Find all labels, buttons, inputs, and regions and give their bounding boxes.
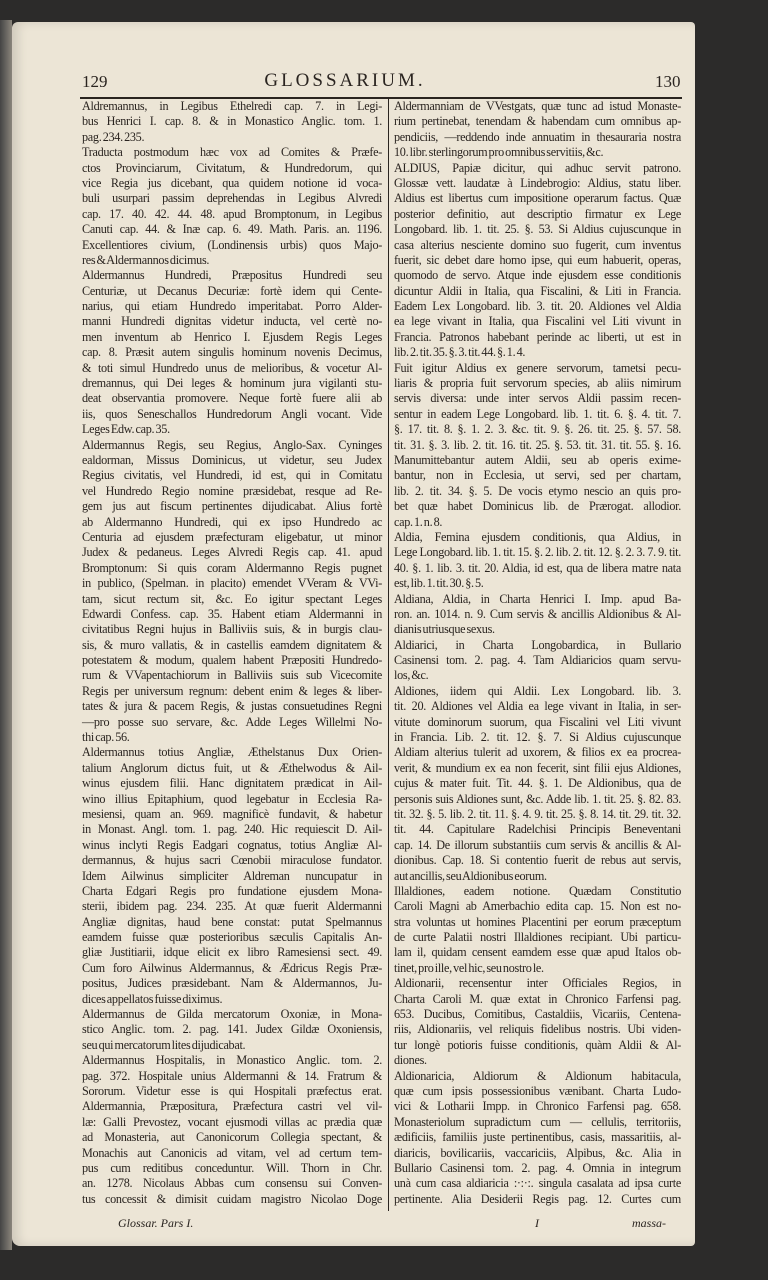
running-title: GLOSSARIUM.	[264, 70, 426, 91]
text-line: Centuriæ, ut Decanus Decuriæ: fortè idem qui Cente-	[82, 283, 382, 298]
text-line: quæ cum ipsis possessionibus vænibant. Charta Ludo-	[394, 1084, 681, 1098]
text-line: in Monast. Angl. tom. 1. pag. 240. Hic requiescit D. Ail-	[82, 822, 382, 837]
text-line: servis diversa: unde inter servos Aldii passim recen-	[394, 391, 681, 406]
text-line: Aldius est libertus cum impositione operarum factus. Quæ	[394, 191, 681, 206]
text-line: winus inclyti Regis Eadgari cognatus, totius Angliæ Al-	[82, 837, 382, 852]
text-line: Sororum. Videtur esse is qui Hospitali præfectus erat.	[82, 1084, 382, 1098]
signature-line: Glossar. Pars I.	[118, 1216, 194, 1230]
text-line: Idem Ailwinus simpliciter Aldreman nuncupatur in	[82, 868, 382, 883]
text-line: Leges Edw. cap. 35.	[82, 422, 170, 437]
text-line: pendiciis, —reddendo inde annuatim in thesauraria nostra	[394, 129, 681, 144]
text-line: dianis utriusque sexus.	[394, 622, 495, 637]
text-line: Regis per universum regnum: debent enim & leges & liber-	[82, 683, 382, 698]
text-line: ron. an. 1014. n. 9. Cum servis & ancillis Aldionibus & Al-	[394, 606, 681, 621]
text-line: Canuti cap. 44. & Inæ cap. 6. 49. Math. Paris. an. 1196.	[82, 222, 382, 237]
text-line: lib. 2. tit. 35. §. 3. tit. 44. §. 1. 4.	[394, 345, 526, 360]
text-line: posterior definitio, aut descriptio firmatur ex Lege	[394, 206, 681, 221]
text-line: res & Aldermannos dicimus.	[82, 252, 210, 267]
text-line: ædificiis, familiis juste pertinentibus, casis, massaritiis, al-	[394, 1130, 681, 1145]
text-line: casa alterius nesciente domino suo fugerit, cum inventus	[394, 237, 681, 252]
text-line: cap. 17. 40. 42. 44. 48. apud Bromptonum, in Legibus	[82, 206, 382, 221]
text-line: ea lege vivant in Italia, qua Fiscalini vel Liti vivunt in	[394, 314, 681, 329]
text-line: pag. 234. 235.	[82, 129, 145, 144]
text-line: tit. 20. Aldiones vel Aldia ea lege vivant in Italia, in ser-	[394, 699, 681, 714]
text-line: men inventum ab Henrico I. Ejusdem Regis Leges	[82, 329, 382, 344]
text-line: tur longè potioris fuisse conditionis, quàm Aldii & Al-	[394, 1037, 681, 1052]
text-line: diones.	[394, 1053, 427, 1068]
text-line: Cum foro Ailwinus Aldermannus, & Ædricus Regis Præ-	[82, 960, 382, 975]
right-column	[394, 99, 681, 1207]
text-line: diaricis, bovilicariis, vaccariciis, Alpibus, &c. Alia in	[394, 1145, 681, 1160]
text-line: Lege Longobard. lib. 1. tit. 15. §. 2. lib. 2. tit. 12. §. 2. 3. 7. 9. tit.	[394, 545, 681, 560]
page-number-left: 129	[82, 72, 108, 91]
text-line: stra voluntas ut homines Placentini per eorum præceptum	[394, 914, 681, 929]
text-line: Aldermannus Regis, seu Regius, Anglo-Sax. Cyninges	[82, 437, 382, 452]
text-line: Casinensi tom. 2. pag. 4. Tam Aldiaricios quam servu-	[394, 653, 681, 668]
text-line: positus, Judices præsidebant. Nam & Aldermannos, Ju-	[82, 976, 382, 991]
text-line: sterii, ibidem pag. 234. 235. At quæ fuerit Aldermanni	[82, 899, 382, 914]
text-line: Judex & pedaneus. Leges Alvredi Regis cap. 41. apud	[82, 545, 382, 560]
text-line: dionibus. Cap. 18. Si contentio fuerit de rebus aut servis,	[394, 853, 681, 868]
text-line: pag. 372. Hospitale unius Aldermanni & 14. Fratrum &	[82, 1068, 382, 1083]
signature-mark: I	[535, 1216, 539, 1230]
text-line: civitatibus Regni hujus in Balliviis suis, & in burgis clau-	[82, 622, 382, 637]
text-line: Aldermanniam de VVestgats, quæ tunc ad istud Monaste-	[394, 99, 681, 113]
text-line: Charta Edgari Regis pro fundatione ejusdem Mona-	[82, 883, 382, 898]
text-line: ctos Provinciarum, Civitatum, & Hundredorum, qui	[82, 160, 382, 175]
text-line: dremannus, qui Dei leges & hominum jura vigilanti stu-	[82, 376, 382, 391]
text-line: manni Hundredi dignitas videtur inducta, vel certè no-	[82, 314, 382, 329]
text-line: iis, quos Seneschallos Hundredorum Angli vocant. Vide	[82, 406, 382, 421]
text-line: tinet, pro ille, vel hic, seu nostro le.	[394, 960, 544, 975]
text-line: Monachis aut Canonicis ad vitam, vel ad certum tem-	[82, 1145, 382, 1160]
text-line: in Francia. Lib. 2. tit. 12. §. 7. Si Aldius cujuscunque	[394, 730, 681, 745]
text-line: Regius civitatis, vel Hundredi, id est, qui in Comitatu	[82, 468, 382, 483]
text-line: lam il, quidam censent eamdem esse quæ apud Italos ob-	[394, 945, 681, 960]
text-line: Traducta postmodum hæc vox ad Comites & Præfe-	[82, 145, 382, 160]
text-line: tit. 31. §. 3. lib. 2. tit. 16. tit. 25. §. 53. tit. 31. tit. 55. §. 16.	[394, 437, 681, 452]
text-line: in publico, (Spelman. in placito) emendet VVeram & VVi-	[82, 576, 382, 591]
text-line: ealdorman, Missus Dominicus, ut videtur, seu Judex	[82, 452, 382, 467]
text-line: Aldermannus totius Angliæ, Æthelstanus Dux Orien-	[82, 745, 382, 760]
text-line: Aldionaricia, Aldiorum & Aldionum habitacula,	[394, 1068, 681, 1083]
text-line: liaris & propria fuit servorum species, ab aliis nimirum	[394, 376, 681, 391]
text-line: narius, qui etiam Hundredo imperitabat. Porro Alder-	[82, 299, 382, 314]
text-line: Francia. Patronos habebant perinde ac liberti, ut est in	[394, 329, 681, 344]
catchword: massa-	[632, 1216, 667, 1230]
text-line: Aldremannus, in Legibus Ethelredi cap. 7. in Legi-	[82, 99, 382, 113]
text-line: Aldiam alterius tulerit ad uxorem, & filios ex ea procrea-	[394, 745, 681, 760]
text-line: an. 1278. Nicolaus Abbas cum consensu sui Conven-	[82, 1176, 382, 1191]
text-line: los, &c.	[394, 668, 429, 683]
text-line: Excellentiores civium, (Londinensis urbis) quos Majo-	[82, 237, 382, 252]
text-line: bet quæ habet Dominicus lib. de Prærogat. allodior.	[394, 499, 681, 514]
text-line: bus Henrici I. cap. 8. & in Monastico Anglic. tom. 1.	[82, 114, 382, 129]
text-line: bantur, non in Ecclesia, ut servi, sed per chartam,	[394, 468, 681, 483]
text-line: thi cap. 56.	[82, 730, 130, 745]
text-line: riis, Aldionariis, vel reliquis fidelibus nostris. Ubi viden-	[394, 1022, 681, 1037]
text-line: dicuntur Aldii in Italia, qua Fiscalini, & Liti in Francia.	[394, 283, 681, 298]
text-line: vel Hundredo Regio nomine præsidebat, resque ad Re-	[82, 483, 382, 498]
text-line: Eadem Lex Longobard. lib. 3. tit. 20. Aldiones vel Aldia	[394, 299, 681, 314]
text-line: stico Anglic. tom. 2. pag. 141. Judex Gildæ Oxoniensis,	[82, 1022, 382, 1037]
text-line: Aldionarii, recensentur inter Officiales Regios, in	[394, 976, 681, 991]
text-line: dices appellatos fuisse diximus.	[82, 991, 223, 1006]
text-line: ab Aldermanno Hundredi, qui ex ipso Hundredo ac	[82, 514, 382, 529]
text-line: sentur in eadem Lege Longobard. lib. 1. tit. 6. §. 4. tit. 7.	[394, 406, 681, 421]
text-line: quomodo de servo. Atque inde ejusdem esse conditionis	[394, 268, 681, 283]
text-line: mesiensi, quam an. 969. magnificè fundavit, & habetur	[82, 806, 382, 821]
text-line: & toti simul Hundredo unus de melioribus, & vocetur Al-	[82, 360, 382, 375]
page-edge	[0, 20, 12, 1250]
text-line: vici & Lotharii Impp. in Chronico Farfensi pag. 658.	[394, 1099, 681, 1114]
text-line: —pro posse suo servare, &c. Adde Leges Willelmi No-	[82, 714, 382, 729]
text-line: læ: Galli Prevostez, vocant ejusmodi villas ac prædia quæ	[82, 1114, 382, 1129]
text-line: sis, & muro vallatis, & in castellis eamdem dignitatem &	[82, 637, 382, 652]
text-line: Aldermannus de Gilda mercatorum Oxoniæ, in Mona-	[82, 1007, 382, 1022]
text-line: tam, sicut rectum sit, &c. Eo igitur spectant Leges	[82, 591, 382, 606]
text-line: Aldiarici, in Charta Longobardica, in Bullario	[394, 637, 681, 652]
text-line: Aldermannus Hospitalis, in Monastico Anglic. tom. 2.	[82, 1053, 382, 1068]
text-line: Angliæ dignitas, haud bene constat: putat Spelmannus	[82, 914, 382, 929]
text-line: 653. Ducibus, Comitibus, Castaldiis, Vicariis, Centena-	[394, 1007, 681, 1022]
text-line: Longobard. lib. 1. tit. 25. §. 53. Si Aldius cujuscunque in	[394, 222, 681, 237]
text-line: ad Monasteria, aut Canonicorum Collegia spectant, &	[82, 1130, 382, 1145]
text-line: dermannus, & hujus sacri Cœnobii miraculose fundator.	[82, 853, 382, 868]
text-line: Illaldiones, eadem notione. Quædam Constitutio	[394, 883, 681, 898]
text-line: deat observantia promovere. Neque fortè fuere alii ab	[82, 391, 382, 406]
text-line: cujus & mater fuit. Tit. 44. §. 1. De Aldionibus, qua de	[394, 776, 681, 791]
text-line: potestatem & modum, qualem habent Præpositi Hundredo-	[82, 653, 382, 668]
text-line: Aldiones, iidem qui Aldii. Lex Longobard. lib. 3.	[394, 683, 681, 698]
text-line: Monasteriolum supradictum cum — cellulis, territoriis,	[394, 1114, 681, 1129]
text-line: Centuria ad ejusdem præfecturam eligebatur, ut minor	[82, 529, 382, 544]
text-line: Glossæ vett. laudatæ à Lindebrogio: Aldius, statu liber.	[394, 175, 681, 190]
left-column	[82, 99, 382, 1207]
text-line: Aldermannia, Præpositura, Præfectura castri vel vil-	[82, 1099, 382, 1114]
text-line: tates & jura & pacem Regis, & justas consuetudines Regni	[82, 699, 382, 714]
text-line: rum & VVapentachiorum in Balliviis suis sub Vicecomite	[82, 668, 382, 683]
text-line: gliæ Justitiarii, idque elicit ex libro Ramesiensi sect. 49.	[82, 945, 382, 960]
text-line: cap. 8. Præsit autem singulis hominum novenis Decimus,	[82, 345, 382, 360]
text-line: est, lib. 1. tit. 30. §. 5.	[394, 576, 484, 591]
text-line: pus cum reditibus conceduntur. Will. Thorn in Chr.	[82, 1160, 382, 1175]
text-line: lib. 2. tit. 34. §. 5. De vocis etymo nescio an quis pro-	[394, 483, 681, 498]
column-divider	[388, 99, 389, 1211]
text-line: ALDIUS, Papiæ dicitur, qui adhuc servit patrono.	[394, 160, 681, 175]
text-line: eamdem fuisse quæ posterioribus sæculis Capitalis An-	[82, 930, 382, 945]
text-line: Edwardi Confess. cap. 35. Habent etiam Aldermanni in	[82, 606, 382, 621]
page-number-right: 130	[655, 72, 681, 91]
text-line: wino illius Epitaphium, quod legebatur in Ecclesia Ra-	[82, 791, 382, 806]
text-line: vitute dominorum suorum, qua Fiscalini vel Liti vivunt	[394, 714, 681, 729]
text-line: cap. 14. De illorum substantiis cum servis & ancillis & Al-	[394, 837, 681, 852]
text-line: winus ejusdem filii. Hanc dignitatem prædicat in Ail-	[82, 776, 382, 791]
text-line: gem jus aut fiscum pertinentes dijudicabat. Alius fortè	[82, 499, 382, 514]
text-line: Bromptonum: Si quis coram Aldermanno Regis pugnet	[82, 560, 382, 575]
text-line: Charta Caroli M. quæ extat in Chronico Farfensi pag.	[394, 991, 681, 1006]
text-line: §. 17. tit. 8. §. 1. 2. 3. &c. tit. 9. §. 26. tit. 25. §. 57. 58.	[394, 422, 681, 437]
text-line: de curte Palatii nostri Illaldiones recipiant. Ubi particu-	[394, 930, 681, 945]
text-line: Manumittebantur autem Aldii, seu ab operis exime-	[394, 452, 681, 467]
text-line: 10. libr. sterlingorum pro omnibus servitiis, &c.	[394, 145, 604, 160]
text-line: pertinente. Alia Desiderii Regis pag. 12. Curtes cum	[394, 1191, 681, 1206]
text-line: aut ancillis, seu Aldionibus eorum.	[394, 868, 547, 883]
text-line: Caroli Magni ab Amerbachio edita cap. 15. Non est no-	[394, 899, 681, 914]
text-line: Aldiana, Aldia, in Charta Henrici I. Imp. apud Ba-	[394, 591, 681, 606]
text-line: Bullario Casinensi tom. 2. pag. 4. Omnia in integrum	[394, 1160, 681, 1175]
text-line: unà cum casa aldiaricia :·:·:. singula casalata ad ipsa curte	[394, 1176, 681, 1191]
text-line: fuerit, sic debet dare homo ipse, qui eum habuerit, operas,	[394, 252, 681, 267]
text-line: personis suis Aldiones sunt, &c. Adde lib. 1. tit. 25. §. 82. 83.	[394, 791, 681, 806]
text-line: cap. 1. n. 8.	[394, 514, 443, 529]
text-line: verit, & mundium ex ea non fecerit, sint filii ejus Aldiones,	[394, 760, 681, 775]
text-line: tit. 44. Capitulare Radelchisi Principis Beneventani	[394, 822, 681, 837]
text-line: talium Anglorum dictus fuit, ut & Æthelwodus & Ail-	[82, 760, 382, 775]
text-line: rium pertinebat, tenendam & habendam cum omnibus ap-	[394, 114, 681, 129]
text-line: Fuit igitur Aldius ex genere servorum, tametsi pecu-	[394, 360, 681, 375]
text-line: tit. 32. §. 5. lib. 2. tit. 11. §. 4. 9. tit. 25. §. 8. 14. tit. 29. tit. 32.	[394, 806, 681, 821]
text-line: tus concessit & dimisit cuidam magistro Nicolao Doge	[82, 1191, 382, 1206]
text-line: Aldia, Femina ejusdem conditionis, qua Aldius, in	[394, 529, 681, 544]
text-line: buli usurpari passim deprehendas in Legibus Alvredi	[82, 191, 382, 206]
text-line: Aldermannus Hundredi, Præpositus Hundredi seu	[82, 268, 382, 283]
text-line: seu qui mercatorum lites dijudicabat.	[82, 1037, 246, 1052]
text-line: 40. §. 1. lib. 3. tit. 20. Aldia, id est, qua de libera matre nata	[394, 560, 681, 575]
text-line: vice Regia jus dicebant, qua quidem notione id voca-	[82, 175, 382, 190]
